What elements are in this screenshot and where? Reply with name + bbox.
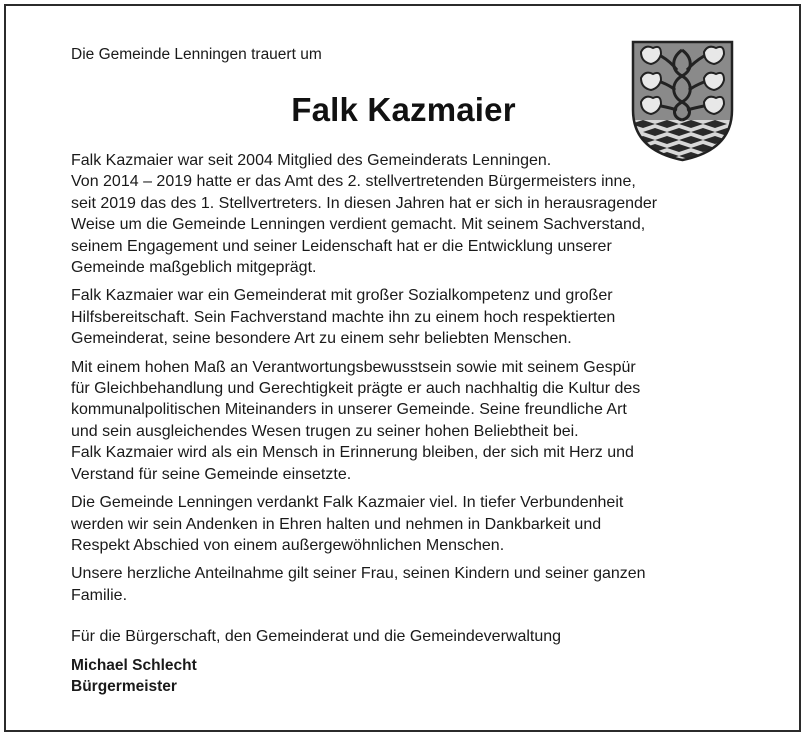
closing-line: Für die Bürgerschaft, den Gemeinderat und die Gemeindeverwaltung <box>71 628 562 645</box>
signature-block <box>71 655 197 697</box>
paragraph-legacy: Mit einem hohen Maß an Verantwortungsbewusstsein sowie mit seinem Gespür für Gleichbehandlung und Gerechtigkeit prägte er auch nachhaltig die Kultur des kommunalpolitischen Miteinanders in unserer Gemeinde. Seine freundliche Art und sein ausgleichendes Wesen trugen zu seiner hohen Beliebtheit bei. Falk Kazmaier wird als ein Mensch in Erinnerung bleiben, der sich mit Herz und Verstand für seine Gemeinde einsetzte. <box>71 358 641 483</box>
paragraph-character: Falk Kazmaier war ein Gemeinderat mit großer Sozialkompetenz und großer Hilfsbereitschaft. Sein Fachverstand machte ihn zu einem hoch respektierten Gemeinderat, seine besondere Art zu einem sehr beliebten Menschen. <box>71 287 616 348</box>
notice-body <box>71 150 741 613</box>
deceased-name: Falk Kazmaier <box>291 91 516 128</box>
coat-of-arms-icon <box>631 40 734 162</box>
signer-name: Michael Schlecht <box>71 657 197 674</box>
signer-title: Bürgermeister <box>71 678 177 695</box>
paragraph-condolences: Unsere herzliche Anteilnahme gilt seiner Frau, seinen Kindern und seiner ganzen Familie. <box>71 565 646 604</box>
intro-line: Die Gemeinde Lenningen trauert um <box>71 46 322 63</box>
paragraph-career: Falk Kazmaier war seit 2004 Mitglied des Gemeinderats Lenningen. Von 2014 – 2019 hatte er das Amt des 2. stellvertretenden Bürgermeisters inne, seit 2019 das des 1. Stellvertreters. In diesen Jahren hat er sich in herausragender Weise um die Gemeinde Lenningen verdient gemacht. Mit seinem Sachverstand, seinem Engagement und seiner Leidenschaft hat er die Entwicklung unserer Gemeinde maßgeblich mitgeprägt. <box>71 152 658 277</box>
paragraph-gratitude: Die Gemeinde Lenningen verdankt Falk Kazmaier viel. In tiefer Verbundenheit werden wir sein Andenken in Ehren halten und nehmen in Dankbarkeit und Respekt Abschied von einem außergewöhnlichen Menschen. <box>71 494 624 554</box>
